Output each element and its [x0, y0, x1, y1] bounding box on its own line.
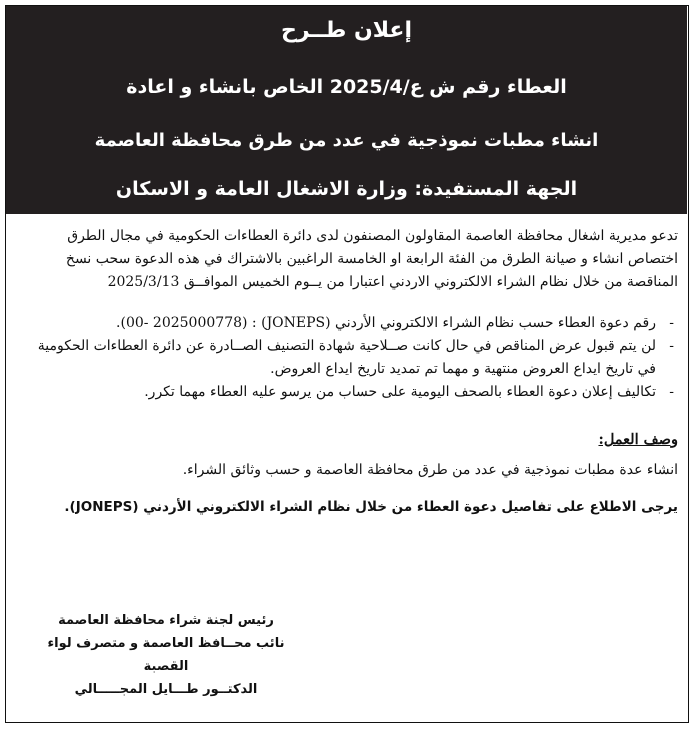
- work-description-heading: وصف العمل:: [598, 431, 678, 448]
- joneps-notice: يرجى الاطلاع على تفاصيل دعوة العطاء من خلال نظام الشراء الالكتروني الأردني (JONEPS).: [64, 499, 678, 515]
- conditions-list: [16, 312, 678, 404]
- signature-line-name: الدكتــور طـــايل المجـــــالي: [74, 682, 258, 697]
- announcement-title: إعلان طــرح: [280, 18, 412, 43]
- signature-block: [26, 609, 306, 701]
- announcement-header: [6, 6, 687, 214]
- announcement-frame: [5, 5, 689, 723]
- work-description-text: انشاء عدة مطبات نموذجية في عدد من طرق محافظة العاصمة و حسب وثائق الشراء.: [182, 462, 678, 478]
- list-item: - تكاليف إعلان دعوة العطاء بالصحف اليومية على حساب من يرسو عليه العطاء مهما تكرر.: [16, 381, 678, 404]
- list-item: - رقم دعوة العطاء حسب نظام الشراء الالكتروني الأردني (JONEPS) : (00- 2025000778).: [16, 312, 678, 335]
- tender-subject-line: انشاء مطبات نموذجية في عدد من طرق محافظة العاصمة: [94, 130, 599, 151]
- intro-paragraph: تدعو مديرية اشغال محافظة العاصمة المقاولون المصنفون لدى دائرة العطاءات الحكومية في مجال الطرق اختصاص انشاء و صيانة الطرق من الفئة الرابعة او الخامسة الراغبين بالاشتراك في هذه الدعوة سحب نسخ المناقصة من خلال نظام الشراء الالكتروني الاردني اعتبارا من يــوم الخميس الموافــق 2025/3/13: [65, 228, 678, 290]
- tender-number-line: العطاء رقم ش ع/2025/4 الخاص بانشاء و اعادة: [126, 76, 567, 98]
- beneficiary-line: الجهة المستفيدة: وزارة الاشغال العامة و الاسكان: [115, 178, 578, 200]
- list-item: - لن يتم قبول عرض المناقص في حال كانت صــلاحية شهادة التصنيف الصــادرة عن دائرة العطاءات الحكومية في تاريخ ايداع العروض منتهية و مهما تم تمديد تاريخ ايداع العروض.: [16, 335, 678, 381]
- signature-line-title: نائب محــافظ العاصمة و متصرف لواء القصبة: [47, 636, 285, 674]
- signature-line-committee: رئيس لجنة شراء محافظة العاصمة: [58, 613, 274, 628]
- announcement-body: [16, 225, 678, 519]
